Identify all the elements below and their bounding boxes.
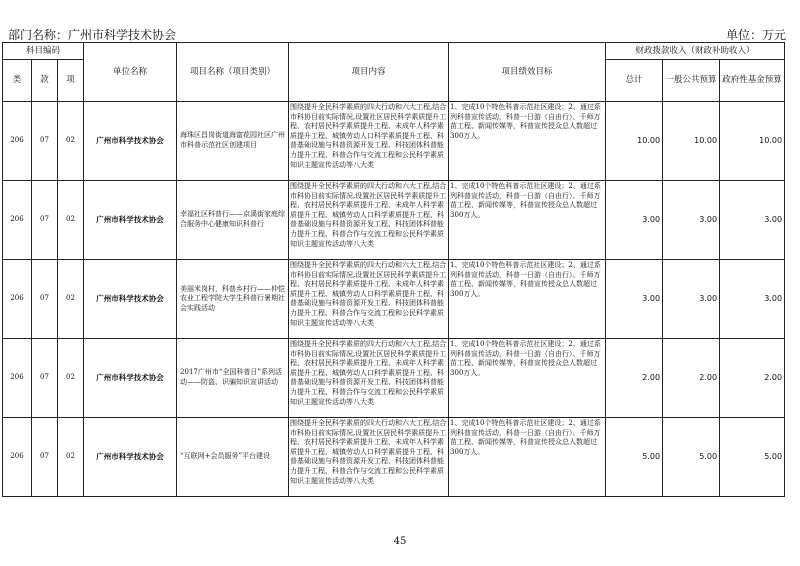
total-cell: 2.00 [606,339,663,418]
project-name-cell: 海珠区昌岗街道海富花园社区广州市科普示范社区创建项目 [177,102,289,181]
xiang-cell: 02 [58,102,84,181]
subject-code-header: 科目编码 [3,43,84,60]
table-row [3,339,785,418]
general-budget-cell: 3.00 [663,181,720,260]
unit-name-cell: 广州市科学技术协会 [84,102,177,181]
general-budget-cell: 3.00 [663,260,720,339]
project-content-cell: 围绕提升全民科学素质的四大行动和六大工程,结合市科协目前实际情况,设置社区居民科学素质提升工程、农村居民科学素质提升工程、未成年人科学素质提升工程、城镇劳动人口科学素质提升工程、科普基础设施与科普资源开发工程、科技团体科普能力提升工程、科普合作与交流工程和公民科学素质知识主题宣传活动等八大类 [289,102,449,181]
performance-goal-cell: 1、完成10个特色科普示范社区建设；2、通过系列科普宣传活动，科普一日游（自由行）、千师万苗工程、新闻传媒等，科普宣传授众总人数超过300万人。 [449,418,606,497]
project-content-cell: 围绕提升全民科学素质的四大行动和六大工程,结合市科协目前实际情况,设置社区居民科学素质提升工程、农村居民科学素质提升工程、未成年人科学素质提升工程、城镇劳动人口科学素质提升工程、科普基础设施与科普资源开发工程、科技团体科普能力提升工程、科普合作与交流工程和公民科学素质知识主题宣传活动等八大类 [289,181,449,260]
project-name-cell: “互联网+会员服务”平台建设 [177,418,289,497]
lei-cell: 206 [3,418,32,497]
total-cell: 3.00 [606,260,663,339]
lei-cell: 206 [3,181,32,260]
finance-header: 财政拨款收入（财政补助收入） [606,43,785,60]
total-cell: 10.00 [606,102,663,181]
unit-name-header: 单位名称 [84,43,177,102]
total-cell: 3.00 [606,181,663,260]
lei-cell: 206 [3,339,32,418]
unit-name-cell: 广州市科学技术协会 [84,181,177,260]
table-row [3,181,785,260]
table-row [3,418,785,497]
project-name-cell: 2017广州市“全国科普日”系列活动——防盗、识骗知识宣讲活动 [177,339,289,418]
kuan-cell: 07 [32,102,58,181]
project-content-cell: 围绕提升全民科学素质的四大行动和六大工程,结合市科协目前实际情况,设置社区居民科学素质提升工程、农村居民科学素质提升工程、未成年人科学素质提升工程、城镇劳动人口科学素质提升工程、科普基础设施与科普资源开发工程、科技团体科普能力提升工程、科普合作与交流工程和公民科学素质知识主题宣传活动等八大类 [289,339,449,418]
page-number: 45 [393,536,407,547]
project-name-cell: 幸福社区科普行——京溪街家庭综合服务中心健康知识科普行 [177,181,289,260]
total-cell: 5.00 [606,418,663,497]
kuan-cell: 07 [32,260,58,339]
kuan-cell: 07 [32,339,58,418]
fund-budget-header: 政府性基金预算 [720,60,785,102]
performance-goal-cell: 1、完成10个特色科普示范社区建设；2、通过系列科普宣传活动，科普一日游（自由行）、千师万苗工程、新闻传媒等，科普宣传授众总人数超过300万人。 [449,102,606,181]
unit-label: 单位：万元 [725,28,786,42]
fund-budget-cell: 10.00 [720,102,785,181]
general-budget-cell: 10.00 [663,102,720,181]
lei-cell: 206 [3,102,32,181]
performance-goal-cell: 1、完成10个特色科普示范社区建设；2、通过系列科普宣传活动，科普一日游（自由行）、千师万苗工程、新闻传媒等，科普宣传授众总人数超过300万人。 [449,339,606,418]
fund-budget-cell: 3.00 [720,181,785,260]
lei-header: 类 [3,60,32,102]
project-content-cell: 围绕提升全民科学素质的四大行动和六大工程,结合市科协目前实际情况,设置社区居民科学素质提升工程、农村居民科学素质提升工程、未成年人科学素质提升工程、城镇劳动人口科学素质提升工程、科普基础设施与科普资源开发工程、科技团体科普能力提升工程、科普合作与交流工程和公民科学素质知识主题宣传活动等八大类 [289,260,449,339]
unit-name-cell: 广州市科学技术协会 [84,260,177,339]
table-body [3,102,785,497]
general-budget-cell: 5.00 [663,418,720,497]
xiang-cell: 02 [58,181,84,260]
unit-name-cell: 广州市科学技术协会 [84,418,177,497]
project-content-cell: 围绕提升全民科学素质的四大行动和六大工程,结合市科协目前实际情况,设置社区居民科学素质提升工程、农村居民科学素质提升工程、未成年人科学素质提升工程、城镇劳动人口科学素质提升工程、科普基础设施与科普资源开发工程、科技团体科普能力提升工程、科普合作与交流工程和公民科学素质知识主题宣传活动等八大类 [289,418,449,497]
performance-goal-cell: 1、完成10个特色科普示范社区建设；2、通过系列科普宣传活动，科普一日游（自由行）、千师万苗工程、新闻传媒等，科普宣传授众总人数超过300万人。 [449,260,606,339]
performance-goal-header: 项目绩效目标 [449,43,606,102]
performance-goal-cell: 1、完成10个特色科普示范社区建设；2、通过系列科普宣传活动，科普一日游（自由行）、千师万苗工程、新闻传媒等，科普宣传授众总人数超过300万人。 [449,181,606,260]
general-budget-cell: 2.00 [663,339,720,418]
fund-budget-cell: 5.00 [720,418,785,497]
fund-budget-cell: 2.00 [720,339,785,418]
unit-name-cell: 广州市科学技术协会 [84,339,177,418]
xiang-cell: 02 [58,339,84,418]
project-content-header: 项目内容 [289,43,449,102]
total-header: 总计 [606,60,663,102]
header-row-1 [3,43,785,60]
xiang-cell: 02 [58,260,84,339]
fund-budget-cell: 3.00 [720,260,785,339]
kuan-cell: 07 [32,418,58,497]
table-row [3,102,785,181]
general-budget-header: 一般公共预算 [663,60,720,102]
project-name-cell: 美丽米岗村，科普乡村行——仲恺农业工程学院大学生科普行暑期社会实践活动 [177,260,289,339]
xiang-header: 项 [58,60,84,102]
kuan-header: 款 [32,60,58,102]
xiang-cell: 02 [58,418,84,497]
project-name-header: 项目名称（项目类别） [177,43,289,102]
kuan-cell: 07 [32,181,58,260]
budget-table [2,42,785,497]
table-row [3,260,785,339]
department-name: 部门名称：广州市科学技术协会 [8,28,177,42]
lei-cell: 206 [3,260,32,339]
